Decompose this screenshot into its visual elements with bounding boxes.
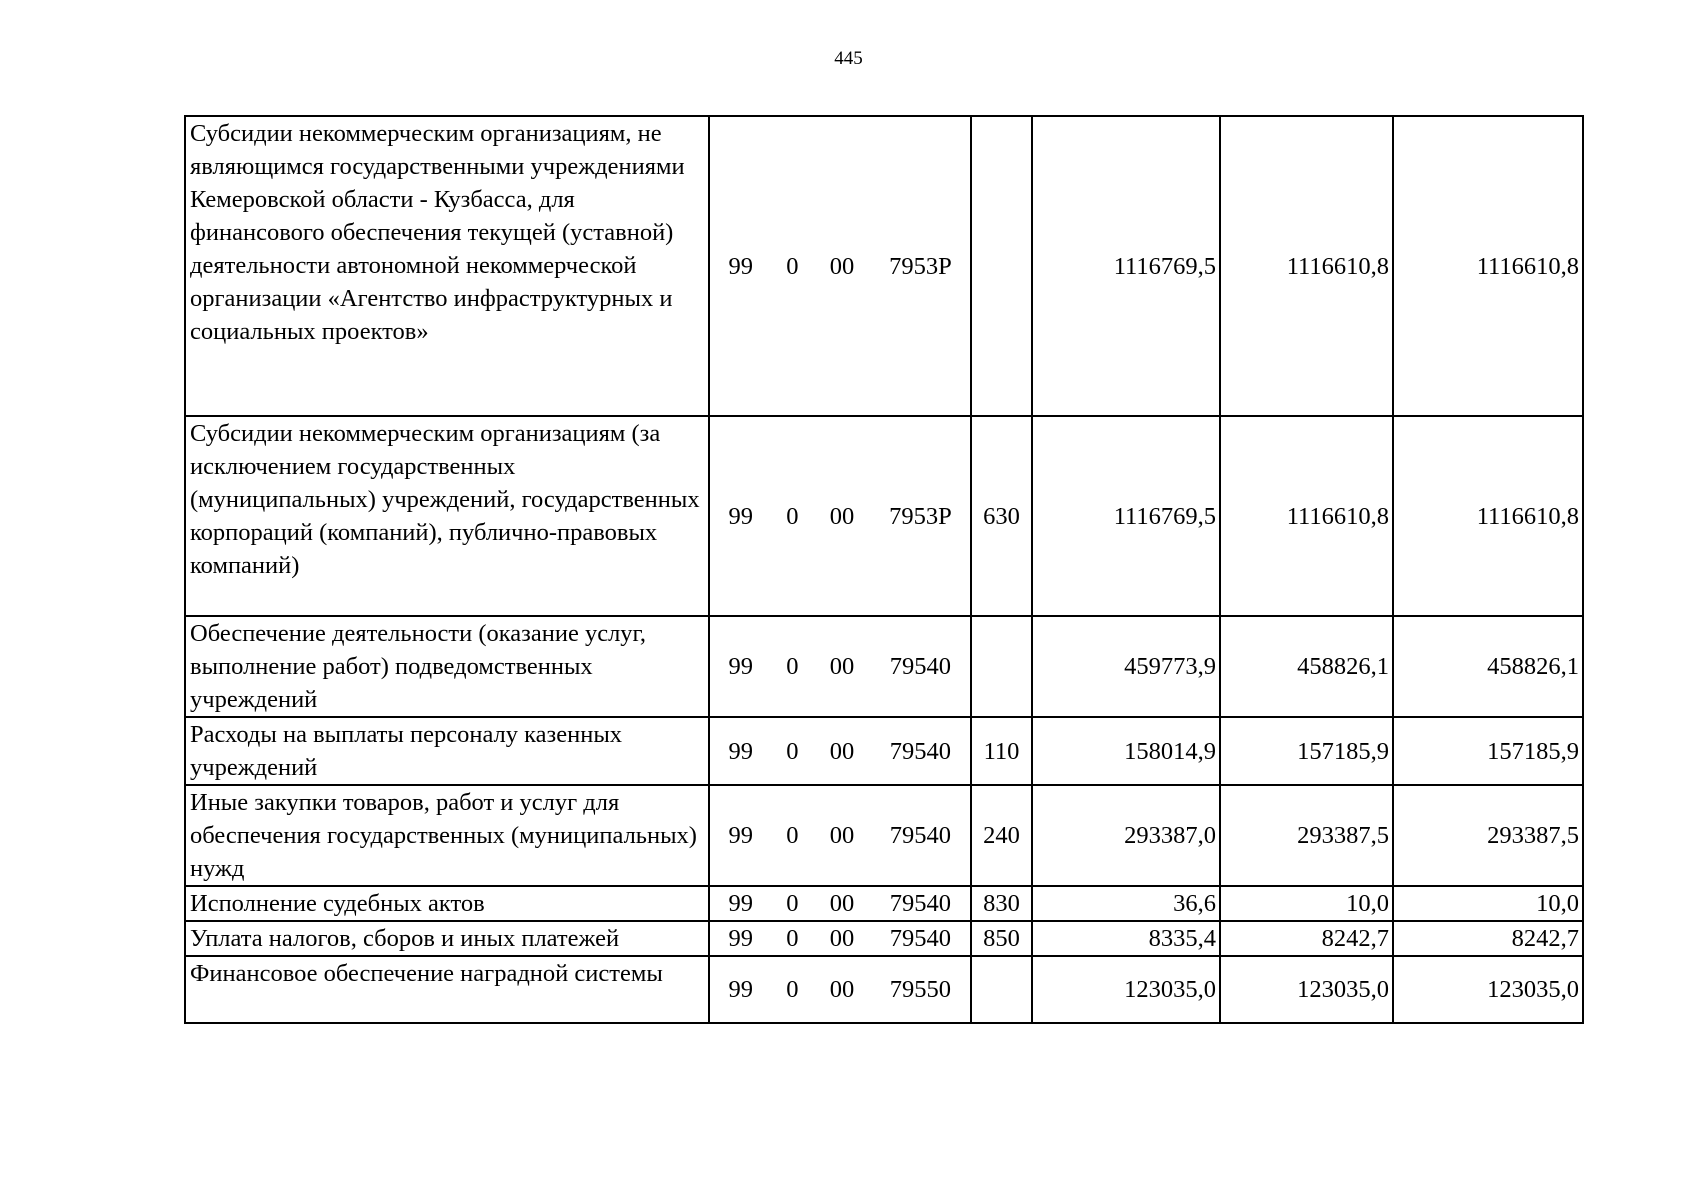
target-code xyxy=(709,956,971,1023)
amount-year-2: 8242,7 xyxy=(1220,921,1393,956)
amount-year-1: 8335,4 xyxy=(1032,921,1220,956)
amount-year-3: 157185,9 xyxy=(1393,717,1583,785)
expense-type: 630 xyxy=(971,416,1032,616)
code-event: 00 xyxy=(829,502,855,530)
table-row xyxy=(185,616,1583,717)
amount-year-1: 459773,9 xyxy=(1032,616,1220,717)
expense-type xyxy=(971,116,1032,416)
target-code xyxy=(709,886,971,921)
amount-year-3: 10,0 xyxy=(1393,886,1583,921)
row-name: Финансовое обеспечение наградной системы xyxy=(185,956,709,1023)
table-row xyxy=(185,956,1583,1023)
page-number: 445 xyxy=(834,48,863,69)
code-event: 00 xyxy=(829,737,855,765)
expense-type: 830 xyxy=(971,886,1032,921)
code-subprogram: 0 xyxy=(786,822,799,849)
target-code xyxy=(709,616,971,717)
code-direction: 79540 xyxy=(889,737,951,765)
expense-type xyxy=(971,956,1032,1023)
expense-type: 850 xyxy=(971,921,1032,956)
amount-year-2: 1116610,8 xyxy=(1220,116,1393,416)
code-program: 99 xyxy=(728,890,754,917)
amount-year-2: 157185,9 xyxy=(1220,717,1393,785)
row-name: Расходы на выплаты персоналу казенных учреждений xyxy=(185,717,709,785)
code-direction: 79540 xyxy=(889,890,951,917)
code-subprogram: 0 xyxy=(786,252,799,280)
code-program: 99 xyxy=(728,925,754,952)
code-event: 00 xyxy=(829,653,855,680)
code-subprogram: 0 xyxy=(786,890,799,917)
amount-year-3: 1116610,8 xyxy=(1393,416,1583,616)
code-program: 99 xyxy=(728,252,754,280)
code-program: 99 xyxy=(728,653,754,680)
amount-year-2: 293387,5 xyxy=(1220,785,1393,886)
amount-year-1: 1116769,5 xyxy=(1032,416,1220,616)
code-event: 00 xyxy=(829,925,855,952)
code-program: 99 xyxy=(728,822,754,849)
table-row xyxy=(185,785,1583,886)
amount-year-1: 293387,0 xyxy=(1032,785,1220,886)
code-direction: 79540 xyxy=(889,925,951,952)
amount-year-1: 36,6 xyxy=(1032,886,1220,921)
code-subprogram: 0 xyxy=(786,653,799,680)
code-subprogram: 0 xyxy=(786,502,799,530)
row-name: Уплата налогов, сборов и иных платежей xyxy=(185,921,709,956)
amount-year-1: 123035,0 xyxy=(1032,956,1220,1023)
target-code xyxy=(709,785,971,886)
amount-year-2: 1116610,8 xyxy=(1220,416,1393,616)
code-event: 00 xyxy=(829,822,855,849)
row-name: Иные закупки товаров, работ и услуг для обеспечения государственных (муниципальных) нужд xyxy=(185,785,709,886)
code-event: 00 xyxy=(829,252,855,280)
row-name: Субсидии некоммерческим организациям (за исключением государственных (муниципальных) учреждений, государственных корпораций (компаний), публично-правовых компаний) xyxy=(185,416,709,616)
row-name: Исполнение судебных актов xyxy=(185,886,709,921)
target-code xyxy=(709,717,971,785)
amount-year-2: 458826,1 xyxy=(1220,616,1393,717)
code-program: 99 xyxy=(728,502,754,530)
row-name: Обеспечение деятельности (оказание услуг, выполнение работ) подведомственных учреждений xyxy=(185,616,709,717)
amount-year-2: 10,0 xyxy=(1220,886,1393,921)
amount-year-2: 123035,0 xyxy=(1220,956,1393,1023)
code-subprogram: 0 xyxy=(786,737,799,765)
code-subprogram: 0 xyxy=(786,925,799,952)
table-row xyxy=(185,921,1583,956)
code-event: 00 xyxy=(829,976,855,1003)
code-program: 99 xyxy=(728,976,754,1003)
target-code xyxy=(709,921,971,956)
expense-type xyxy=(971,616,1032,717)
amount-year-1: 1116769,5 xyxy=(1032,116,1220,416)
amount-year-1: 158014,9 xyxy=(1032,717,1220,785)
code-direction: 79540 xyxy=(889,653,951,680)
table-row xyxy=(185,717,1583,785)
amount-year-3: 293387,5 xyxy=(1393,785,1583,886)
amount-year-3: 1116610,8 xyxy=(1393,116,1583,416)
target-code xyxy=(709,116,971,416)
table-row xyxy=(185,886,1583,921)
code-direction: 7953Р xyxy=(889,502,952,530)
table-row xyxy=(185,416,1583,616)
budget-table xyxy=(184,115,1584,1024)
target-code xyxy=(709,416,971,616)
table-row xyxy=(185,116,1583,416)
code-program: 99 xyxy=(728,737,754,765)
code-direction: 79540 xyxy=(889,822,951,849)
expense-type: 110 xyxy=(971,717,1032,785)
amount-year-3: 123035,0 xyxy=(1393,956,1583,1023)
code-direction: 79550 xyxy=(889,976,951,1003)
code-direction: 7953Р xyxy=(889,252,952,280)
code-event: 00 xyxy=(829,890,855,917)
expense-type: 240 xyxy=(971,785,1032,886)
amount-year-3: 458826,1 xyxy=(1393,616,1583,717)
code-subprogram: 0 xyxy=(786,976,799,1003)
amount-year-3: 8242,7 xyxy=(1393,921,1583,956)
row-name: Субсидии некоммерческим организациям, не являющимся государственными учреждениями Кемеровской области - Кузбасса, для финансового обеспечения текущей (уставной) деятельности автономной некоммерческой организации «Агентство инфраструктурных и социальных проектов» xyxy=(185,116,709,416)
